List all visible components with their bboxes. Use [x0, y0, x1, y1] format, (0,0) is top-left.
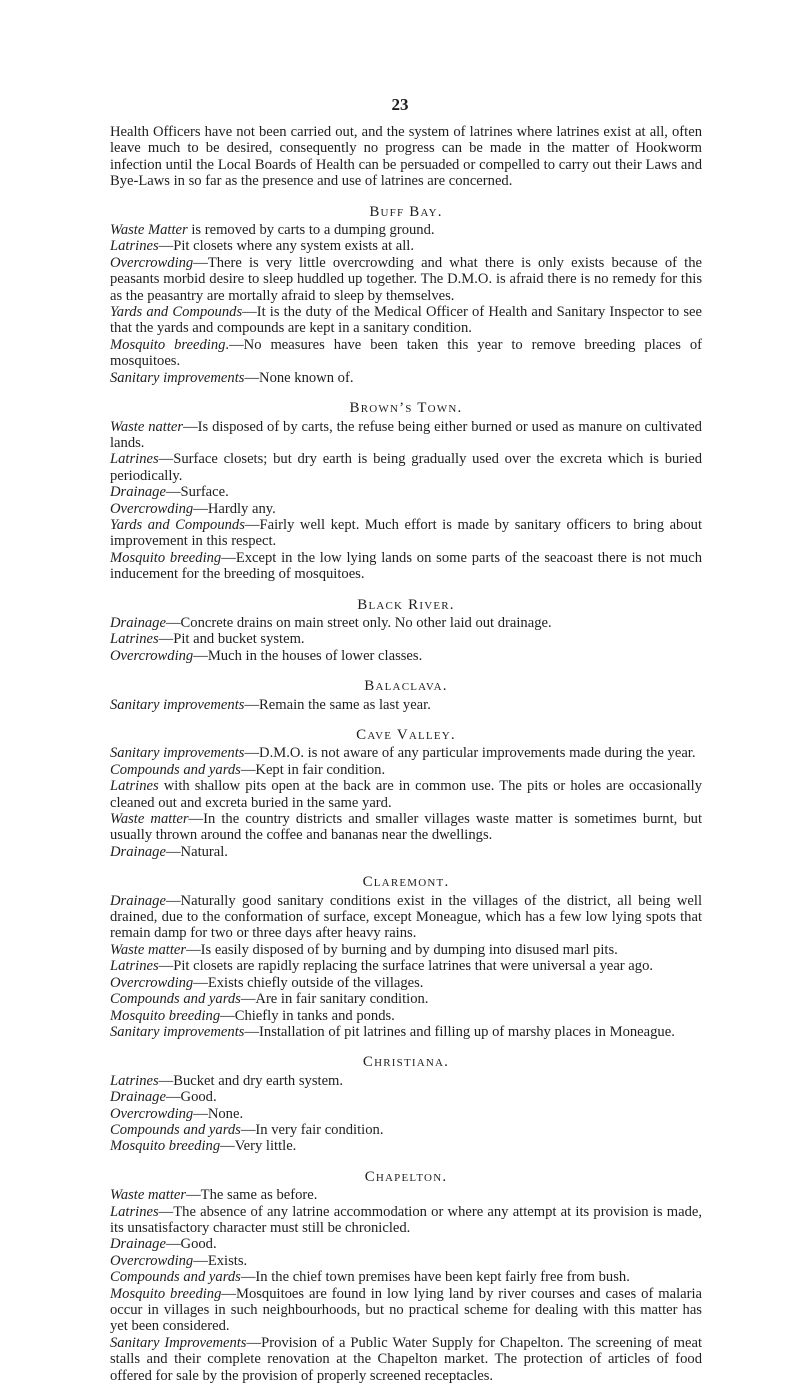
section-block — [110, 727, 702, 860]
item-label: Latrines — [110, 451, 159, 468]
item-label: Compounds and yards — [110, 1269, 241, 1286]
section-heading: Christiana. — [362, 1054, 450, 1071]
item-label: Mosquito breeding — [110, 1007, 221, 1024]
section-item — [110, 631, 702, 647]
section-item — [110, 697, 702, 713]
item-text: —Pit closets where any system exists at all. — [158, 238, 415, 255]
section-item — [110, 958, 702, 974]
item-label: Sanitary improvements — [110, 696, 245, 713]
section-item — [110, 222, 702, 238]
section-item — [110, 762, 702, 778]
item-label: Mosquito breeding — [110, 1285, 222, 1302]
item-text: —In very fair condition. — [240, 1121, 384, 1138]
item-label: Latrines — [110, 631, 159, 648]
item-text: —Very little. — [220, 1138, 297, 1155]
section-item — [110, 1008, 702, 1024]
item-label: Waste matter — [110, 1187, 187, 1204]
item-text: —Surface closets; but dry earth is being gradually used over the excreta which is buried periodically. — [110, 451, 702, 484]
intro-paragraph: Health Officers have not been carried out, and the system of latrines where latrines exist at all, often leave much to be desired, consequently no progress can be made in the matter of Hookworm infection until the Local Boards of Health can be persuaded or compelled to carry out their Laws and Bye-Laws in so far as the presence and use of latrines are concerned. — [110, 124, 702, 190]
section-heading: Balaclava. — [364, 678, 448, 695]
section-item — [110, 991, 702, 1007]
item-label: Latrines — [110, 1203, 159, 1220]
section-item — [110, 615, 702, 631]
section-item — [110, 550, 702, 583]
item-label: Yards and Compounds — [110, 304, 243, 321]
item-label: Sanitary Improvements — [110, 1334, 247, 1351]
item-label: Sanitary improvements — [110, 369, 245, 386]
item-text: —Surface. — [165, 484, 229, 501]
section-heading: Claremont. — [362, 874, 450, 891]
item-label: Sanitary improvements — [110, 1023, 245, 1040]
item-label: Drainage — [110, 1236, 166, 1253]
item-text: —Is disposed of by carts, the refuse being either burned or used as manure on cultivated lands. — [110, 418, 702, 451]
page-number: 23 — [391, 95, 409, 114]
item-text: —Is easily disposed of by burning and by dumping into disused marl pits. — [186, 941, 618, 958]
section-item — [110, 1024, 702, 1040]
section-heading: Cave Valley. — [356, 727, 456, 743]
item-label: Latrines — [110, 958, 159, 975]
item-text: with shallow pits open at the back are in common use. The pits or holes are occasionally cleaned out and excreta buried in the same yard. — [110, 778, 702, 811]
item-label: Overcrowding — [110, 500, 194, 517]
item-text: —Exists. — [193, 1252, 248, 1269]
item-text: —Good. — [165, 1089, 217, 1106]
section-item — [110, 370, 702, 386]
item-text: —Hardly any. — [193, 500, 276, 517]
section-item — [110, 1122, 702, 1138]
item-label: Sanitary improvements — [110, 745, 245, 762]
section-block — [110, 400, 702, 582]
section-item — [110, 1138, 702, 1154]
item-label: Overcrowding — [110, 1105, 194, 1122]
item-text: —Pit and bucket system. — [158, 631, 305, 648]
section-item — [110, 778, 702, 811]
section-heading: Chapelton. — [364, 1168, 448, 1185]
item-text: —Much in the houses of lower classes. — [193, 647, 423, 664]
section-item — [110, 942, 702, 958]
item-label: Latrines — [110, 778, 159, 795]
item-label: Drainage — [110, 892, 166, 909]
item-text: —It is the duty of the Medical Officer of Health and Sanitary Inspector to see that the yards and compounds are kept in a sanitary condition. — [110, 304, 702, 337]
item-label: Overcrowding — [110, 254, 194, 271]
item-text: —There is very little overcrowding and what there is only exists because of the peasants morbid desire to sleep huddled up together. The D.M.O. is afraid there is no remedy for this as the peasantry are mortally afraid to sleep by themselves. — [110, 254, 702, 304]
section-item — [110, 501, 702, 517]
section-item — [110, 1269, 702, 1285]
section-item — [110, 1106, 702, 1122]
item-text: —Exists chiefly outside of the villages. — [193, 974, 424, 991]
section-item — [110, 517, 702, 550]
section-item — [110, 893, 702, 942]
section-heading: Buff Bay. — [369, 203, 443, 220]
section-block — [110, 678, 702, 713]
section-item — [110, 1089, 702, 1105]
item-text: —In the chief town premises have been kept fairly free from bush. — [240, 1269, 630, 1286]
item-label: Waste matter — [110, 941, 187, 958]
section-item — [110, 255, 702, 304]
section-block — [110, 1169, 702, 1384]
item-text: —None known of. — [244, 369, 354, 386]
section-item — [110, 1073, 702, 1089]
item-text: —Good. — [165, 1236, 217, 1253]
item-text: —The same as before. — [186, 1187, 318, 1204]
page-body — [110, 124, 702, 1384]
item-label: Latrines — [110, 238, 159, 255]
item-label: Drainage — [110, 484, 166, 501]
section-item — [110, 451, 702, 484]
section-item — [110, 304, 702, 337]
item-label: Compounds and yards — [110, 991, 241, 1008]
item-label: Overcrowding — [110, 974, 194, 991]
item-label: Overcrowding — [110, 1252, 194, 1269]
item-text: —D.M.O. is not aware of any particular improvements made during the year. — [244, 745, 696, 762]
section-item — [110, 1204, 702, 1237]
item-text: —Mosquitoes are found in low lying land by river courses and cases of malaria occur in villages in such neighbourhoods, but no practical scheme for dealing with this matter has yet been considered. — [110, 1285, 702, 1335]
section-item — [110, 484, 702, 500]
item-label: Yards and Compounds — [110, 516, 245, 533]
item-text: —Provision of a Public Water Supply for Chapelton. The screening of meat stalls and their complete renovation at the Chapelton market. The protection of articles of food offered for sale by the provision of properly screened receptacles. — [110, 1334, 702, 1384]
section-item — [110, 337, 702, 370]
section-item — [110, 975, 702, 991]
item-label: Mosquito breeding — [110, 549, 222, 566]
section-item — [110, 648, 702, 664]
section-heading: Black River. — [357, 596, 455, 613]
item-text: —Bucket and dry earth system. — [158, 1072, 344, 1089]
section-block — [110, 204, 702, 386]
item-text: —The absence of any latrine accommodation or where any attempt at its provision is made, its unsatisfactory character must still be chronicled. — [110, 1203, 702, 1236]
item-text: —Remain the same as last year. — [244, 696, 431, 713]
item-text: is removed by carts to a dumping ground. — [187, 222, 435, 239]
section-item — [110, 1253, 702, 1269]
section-item — [110, 1335, 702, 1384]
item-label: Waste Matter — [110, 222, 188, 239]
item-label: Compounds and yards — [110, 761, 241, 778]
item-text: —Concrete drains on main street only. No other laid out drainage. — [165, 614, 552, 631]
item-label: Mosquito breeding — [110, 336, 226, 353]
item-text: .—No measures have been taken this year to remove breeding places of mosquitoes. — [110, 336, 702, 370]
item-label: Waste natter — [110, 418, 184, 435]
section-item — [110, 844, 702, 860]
item-label: Compounds and yards — [110, 1121, 241, 1138]
item-text: —Kept in fair condition. — [240, 761, 386, 778]
item-label: Drainage — [110, 1089, 166, 1106]
sections-container — [110, 204, 702, 1384]
item-text: —Naturally good sanitary conditions exist in the villages of the district, all being well drained, due to the conformation of surface, except Moneague, which has a few low lying spots that remain damp for two or three days after heavy rains. — [110, 892, 702, 942]
item-text: —Installation of pit latrines and filling up of marshy places in Moneague. — [244, 1023, 675, 1040]
item-text: —Chiefly in tanks and ponds. — [220, 1007, 395, 1024]
section-block — [110, 597, 702, 665]
section-item — [110, 745, 702, 761]
section-item — [110, 1236, 702, 1252]
item-text: —None. — [193, 1105, 244, 1122]
item-label: Overcrowding — [110, 647, 194, 664]
item-label: Waste matter — [110, 811, 189, 828]
section-item — [110, 1286, 702, 1335]
section-block — [110, 1054, 702, 1154]
item-label: Mosquito breeding — [110, 1138, 221, 1155]
item-text: —In the country districts and smaller villages waste matter is sometimes burnt, but usually thrown around the coffee and bananas near the dwellings. — [110, 811, 702, 844]
section-item — [110, 238, 702, 254]
section-block — [110, 874, 702, 1040]
item-label: Drainage — [110, 843, 166, 860]
item-text: —Are in fair sanitary condition. — [240, 991, 429, 1008]
item-text: —Except in the low lying lands on some parts of the seacoast there is not much inducement for the breeding of mosquitoes. — [110, 549, 702, 583]
item-text: —Fairly well kept. Much effort is made by sanitary officers to bring about improvement in this respect. — [110, 516, 702, 550]
item-text: —Pit closets are rapidly replacing the surface latrines that were universal a year ago. — [158, 958, 654, 975]
section-item — [110, 811, 702, 844]
section-heading: Brown’s Town. — [349, 400, 463, 417]
section-item — [110, 1187, 702, 1203]
item-text: —Natural. — [165, 843, 228, 860]
item-label: Drainage — [110, 614, 166, 631]
item-label: Latrines — [110, 1072, 159, 1089]
section-item — [110, 419, 702, 452]
